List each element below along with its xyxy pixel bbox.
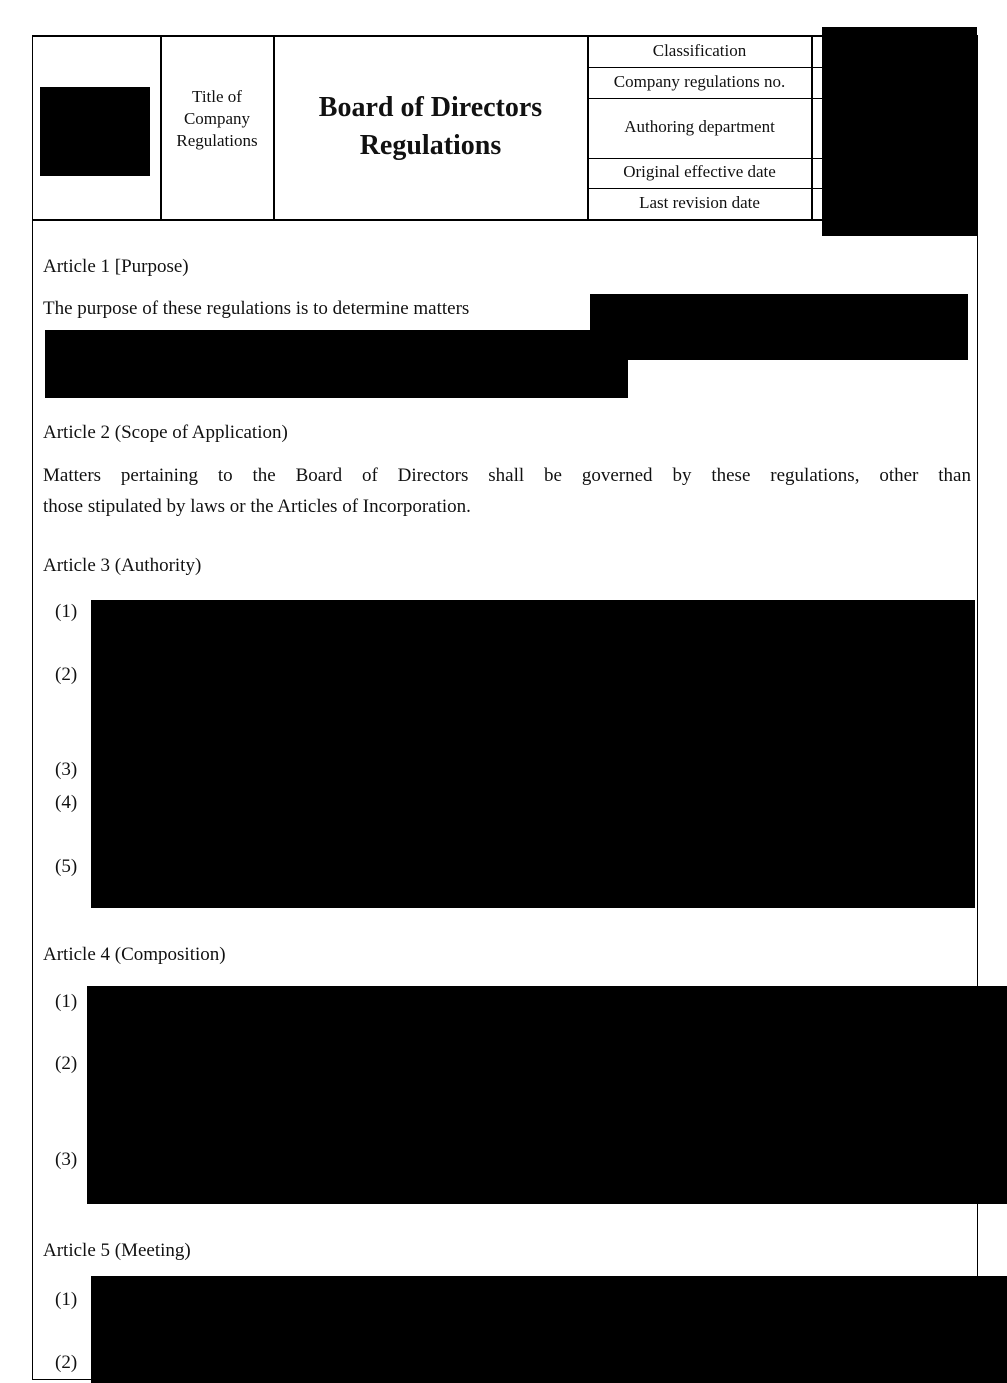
article-4-item-number: (3) — [55, 1149, 78, 1170]
article-5-redaction — [91, 1276, 1007, 1383]
regulations-no-label: Company regulations no. — [613, 72, 786, 91]
article-3-item-number: (4) — [55, 792, 78, 813]
article-3-item-number: (3) — [55, 759, 78, 780]
article-4-item-number: (2) — [55, 1053, 78, 1074]
header-values-redaction — [822, 27, 977, 236]
article-2-text: Matters pertaining to the Board of Directors shall be governed by these regulations, other than — [43, 465, 971, 486]
article-5-item-number: (1) — [55, 1289, 78, 1310]
article-3-redaction — [91, 600, 975, 908]
article-3-item-number: (5) — [55, 856, 78, 877]
article-4-heading: Article 4 (Composition) — [43, 944, 226, 965]
article-4-item-number: (1) — [55, 991, 78, 1012]
article-2-heading: Article 2 (Scope of Application) — [43, 422, 288, 443]
article-5-item-number: (2) — [55, 1352, 78, 1373]
classification-label: Classification — [652, 41, 747, 60]
article-1-redaction — [45, 330, 590, 360]
title-label: Title of Company Regulations — [176, 87, 258, 150]
article-1-redaction — [45, 358, 628, 398]
article-3-item-number: (1) — [55, 601, 78, 622]
last-revision-date-label: Last revision date — [639, 193, 760, 212]
article-1-text: The purpose of these regulations is to determine matters — [43, 298, 470, 319]
company-logo — [40, 87, 150, 176]
article-1-heading: Article 1 [Purpose) — [43, 256, 189, 277]
article-3-heading: Article 3 (Authority) — [43, 555, 202, 576]
authoring-department-label: Authoring department — [624, 117, 775, 136]
document-title: Board of Directors Regulations — [318, 92, 543, 161]
article-2-text-2: those stipulated by laws or the Articles of Incorporation. — [43, 496, 471, 517]
article-3-item-number: (2) — [55, 664, 78, 685]
article-4-redaction — [87, 986, 1007, 1204]
original-effective-date-label: Original effective date — [623, 162, 776, 181]
article-5-heading: Article 5 (Meeting) — [43, 1240, 191, 1261]
article-1-redaction — [590, 294, 968, 360]
